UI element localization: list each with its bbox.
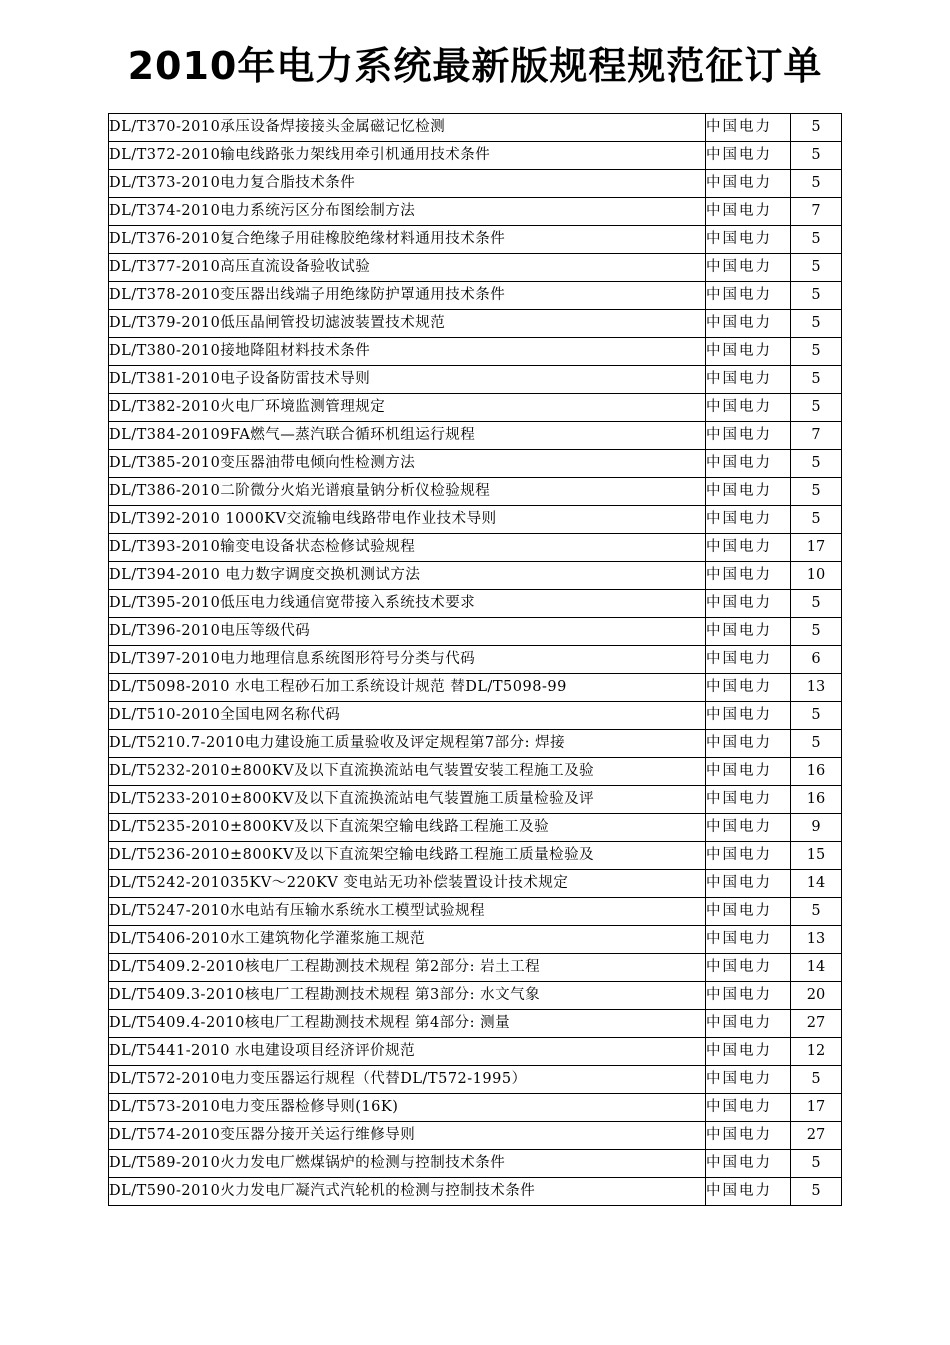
table-row bbox=[109, 730, 842, 758]
standard-name-cell: DL/T5232-2010±800KV及以下直流换流站电气装置安装工程施工及验 bbox=[109, 758, 706, 786]
standard-name-cell: DL/T574-2010变压器分接开关运行维修导则 bbox=[109, 1122, 706, 1150]
standard-name-cell: DL/T589-2010火力发电厂燃煤锅炉的检测与控制技术条件 bbox=[109, 1150, 706, 1178]
publisher-cell: 中国电力 bbox=[706, 758, 791, 786]
price-cell: 27 bbox=[791, 1010, 842, 1038]
price-cell: 5 bbox=[791, 366, 842, 394]
publisher-cell: 中国电力 bbox=[706, 114, 791, 142]
publisher-cell: 中国电力 bbox=[706, 842, 791, 870]
standard-name-cell: DL/T393-2010输变电设备状态检修试验规程 bbox=[109, 534, 706, 562]
table-row bbox=[109, 870, 842, 898]
table-row bbox=[109, 1178, 842, 1206]
table-row bbox=[109, 786, 842, 814]
table-row bbox=[109, 394, 842, 422]
publisher-cell: 中国电力 bbox=[706, 1038, 791, 1066]
publisher-cell: 中国电力 bbox=[706, 898, 791, 926]
standard-name-cell: DL/T5233-2010±800KV及以下直流换流站电气装置施工质量检验及评 bbox=[109, 786, 706, 814]
price-cell: 7 bbox=[791, 422, 842, 450]
standard-name-cell: DL/T5409.2-2010核电厂工程勘测技术规程 第2部分: 岩土工程 bbox=[109, 954, 706, 982]
publisher-cell: 中国电力 bbox=[706, 394, 791, 422]
standard-name-cell: DL/T5242-201035KV～220KV 变电站无功补偿装置设计技术规定 bbox=[109, 870, 706, 898]
table-row bbox=[109, 114, 842, 142]
price-cell: 5 bbox=[791, 226, 842, 254]
publisher-cell: 中国电力 bbox=[706, 1122, 791, 1150]
publisher-cell: 中国电力 bbox=[706, 1066, 791, 1094]
standard-name-cell: DL/T379-2010低压晶闸管投切滤波装置技术规范 bbox=[109, 310, 706, 338]
publisher-cell: 中国电力 bbox=[706, 590, 791, 618]
standard-name-cell: DL/T5409.4-2010核电厂工程勘测技术规程 第4部分: 测量 bbox=[109, 1010, 706, 1038]
standard-name-cell: DL/T370-2010承压设备焊接接头金属磁记忆检测 bbox=[109, 114, 706, 142]
table-row bbox=[109, 674, 842, 702]
price-cell: 13 bbox=[791, 926, 842, 954]
publisher-cell: 中国电力 bbox=[706, 1150, 791, 1178]
price-cell: 17 bbox=[791, 534, 842, 562]
standard-name-cell: DL/T394-2010 电力数字调度交换机测试方法 bbox=[109, 562, 706, 590]
publisher-cell: 中国电力 bbox=[706, 926, 791, 954]
publisher-cell: 中国电力 bbox=[706, 786, 791, 814]
price-cell: 12 bbox=[791, 1038, 842, 1066]
table-row bbox=[109, 338, 842, 366]
publisher-cell: 中国电力 bbox=[706, 450, 791, 478]
table-row bbox=[109, 1094, 842, 1122]
standard-name-cell: DL/T5406-2010水工建筑物化学灌浆施工规范 bbox=[109, 926, 706, 954]
table-row bbox=[109, 1066, 842, 1094]
publisher-cell: 中国电力 bbox=[706, 170, 791, 198]
standard-name-cell: DL/T5409.3-2010核电厂工程勘测技术规程 第3部分: 水文气象 bbox=[109, 982, 706, 1010]
standard-name-cell: DL/T382-2010火电厂环境监测管理规定 bbox=[109, 394, 706, 422]
publisher-cell: 中国电力 bbox=[706, 954, 791, 982]
table-row bbox=[109, 142, 842, 170]
standard-name-cell: DL/T385-2010变压器油带电倾向性检测方法 bbox=[109, 450, 706, 478]
price-cell: 5 bbox=[791, 618, 842, 646]
standard-name-cell: DL/T381-2010电子设备防雷技术导则 bbox=[109, 366, 706, 394]
price-cell: 5 bbox=[791, 282, 842, 310]
publisher-cell: 中国电力 bbox=[706, 1094, 791, 1122]
table-row bbox=[109, 842, 842, 870]
price-cell: 14 bbox=[791, 954, 842, 982]
publisher-cell: 中国电力 bbox=[706, 254, 791, 282]
price-cell: 5 bbox=[791, 898, 842, 926]
publisher-cell: 中国电力 bbox=[706, 1178, 791, 1206]
price-cell: 5 bbox=[791, 394, 842, 422]
table-row bbox=[109, 590, 842, 618]
table-row bbox=[109, 170, 842, 198]
price-cell: 27 bbox=[791, 1122, 842, 1150]
publisher-cell: 中国电力 bbox=[706, 282, 791, 310]
price-cell: 9 bbox=[791, 814, 842, 842]
page-title: 2010年电力系统最新版规程规范征订单 bbox=[127, 44, 823, 88]
table-row bbox=[109, 422, 842, 450]
price-cell: 10 bbox=[791, 562, 842, 590]
standard-name-cell: DL/T376-2010复合绝缘子用硅橡胶绝缘材料通用技术条件 bbox=[109, 226, 706, 254]
standard-name-cell: DL/T510-2010全国电网名称代码 bbox=[109, 702, 706, 730]
price-cell: 5 bbox=[791, 506, 842, 534]
publisher-cell: 中国电力 bbox=[706, 366, 791, 394]
table-row bbox=[109, 646, 842, 674]
standard-name-cell: DL/T573-2010电力变压器检修导则(16K) bbox=[109, 1094, 706, 1122]
standard-name-cell: DL/T5236-2010±800KV及以下直流架空输电线路工程施工质量检验及 bbox=[109, 842, 706, 870]
standard-name-cell: DL/T374-2010电力系统污区分布图绘制方法 bbox=[109, 198, 706, 226]
publisher-cell: 中国电力 bbox=[706, 226, 791, 254]
publisher-cell: 中国电力 bbox=[706, 870, 791, 898]
price-cell: 5 bbox=[791, 338, 842, 366]
publisher-cell: 中国电力 bbox=[706, 534, 791, 562]
price-cell: 5 bbox=[791, 310, 842, 338]
table-row bbox=[109, 926, 842, 954]
price-cell: 6 bbox=[791, 646, 842, 674]
price-cell: 16 bbox=[791, 786, 842, 814]
table-row bbox=[109, 758, 842, 786]
standard-name-cell: DL/T395-2010低压电力线通信宽带接入系统技术要求 bbox=[109, 590, 706, 618]
table-row bbox=[109, 450, 842, 478]
publisher-cell: 中国电力 bbox=[706, 562, 791, 590]
publisher-cell: 中国电力 bbox=[706, 730, 791, 758]
table-row bbox=[109, 366, 842, 394]
publisher-cell: 中国电力 bbox=[706, 1010, 791, 1038]
price-cell: 5 bbox=[791, 590, 842, 618]
standard-name-cell: DL/T397-2010电力地理信息系统图形符号分类与代码 bbox=[109, 646, 706, 674]
price-cell: 13 bbox=[791, 674, 842, 702]
standard-name-cell: DL/T5235-2010±800KV及以下直流架空输电线路工程施工及验 bbox=[109, 814, 706, 842]
standard-name-cell: DL/T396-2010电压等级代码 bbox=[109, 618, 706, 646]
table-row bbox=[109, 954, 842, 982]
price-cell: 5 bbox=[791, 478, 842, 506]
table-row bbox=[109, 478, 842, 506]
price-cell: 5 bbox=[791, 1178, 842, 1206]
standard-name-cell: DL/T380-2010接地降阻材料技术条件 bbox=[109, 338, 706, 366]
publisher-cell: 中国电力 bbox=[706, 506, 791, 534]
table-row bbox=[109, 226, 842, 254]
price-cell: 20 bbox=[791, 982, 842, 1010]
price-cell: 5 bbox=[791, 450, 842, 478]
table-row bbox=[109, 898, 842, 926]
publisher-cell: 中国电力 bbox=[706, 338, 791, 366]
price-cell: 5 bbox=[791, 1150, 842, 1178]
publisher-cell: 中国电力 bbox=[706, 422, 791, 450]
price-cell: 5 bbox=[791, 170, 842, 198]
standard-name-cell: DL/T5247-2010水电站有压输水系统水工模型试验规程 bbox=[109, 898, 706, 926]
publisher-cell: 中国电力 bbox=[706, 702, 791, 730]
standard-name-cell: DL/T5210.7-2010电力建设施工质量验收及评定规程第7部分: 焊接 bbox=[109, 730, 706, 758]
publisher-cell: 中国电力 bbox=[706, 814, 791, 842]
table-row bbox=[109, 982, 842, 1010]
standard-name-cell: DL/T384-20109FA燃气—蒸汽联合循环机组运行规程 bbox=[109, 422, 706, 450]
order-table-body bbox=[109, 114, 842, 1206]
standard-name-cell: DL/T378-2010变压器出线端子用绝缘防护罩通用技术条件 bbox=[109, 282, 706, 310]
table-row bbox=[109, 282, 842, 310]
price-cell: 5 bbox=[791, 730, 842, 758]
standard-name-cell: DL/T572-2010电力变压器运行规程（代替DL/T572-1995） bbox=[109, 1066, 706, 1094]
table-row bbox=[109, 198, 842, 226]
price-cell: 15 bbox=[791, 842, 842, 870]
standard-name-cell: DL/T5098-2010 水电工程砂石加工系统设计规范 替DL/T5098-99 bbox=[109, 674, 706, 702]
standard-name-cell: DL/T377-2010高压直流设备验收试验 bbox=[109, 254, 706, 282]
table-row bbox=[109, 254, 842, 282]
order-table bbox=[108, 113, 842, 1206]
publisher-cell: 中国电力 bbox=[706, 310, 791, 338]
table-row bbox=[109, 702, 842, 730]
price-cell: 5 bbox=[791, 702, 842, 730]
publisher-cell: 中国电力 bbox=[706, 674, 791, 702]
publisher-cell: 中国电力 bbox=[706, 478, 791, 506]
standard-name-cell: DL/T590-2010火力发电厂凝汽式汽轮机的检测与控制技术条件 bbox=[109, 1178, 706, 1206]
table-row bbox=[109, 1010, 842, 1038]
publisher-cell: 中国电力 bbox=[706, 618, 791, 646]
table-row bbox=[109, 618, 842, 646]
price-cell: 5 bbox=[791, 1066, 842, 1094]
price-cell: 5 bbox=[791, 254, 842, 282]
publisher-cell: 中国电力 bbox=[706, 982, 791, 1010]
price-cell: 17 bbox=[791, 1094, 842, 1122]
price-cell: 5 bbox=[791, 114, 842, 142]
table-row bbox=[109, 562, 842, 590]
standard-name-cell: DL/T5441-2010 水电建设项目经济评价规范 bbox=[109, 1038, 706, 1066]
price-cell: 5 bbox=[791, 142, 842, 170]
table-row bbox=[109, 534, 842, 562]
publisher-cell: 中国电力 bbox=[706, 198, 791, 226]
publisher-cell: 中国电力 bbox=[706, 142, 791, 170]
price-cell: 7 bbox=[791, 198, 842, 226]
standard-name-cell: DL/T392-2010 1000KV交流输电线路带电作业技术导则 bbox=[109, 506, 706, 534]
standard-name-cell: DL/T386-2010二阶微分火焰光谱痕量钠分析仪检验规程 bbox=[109, 478, 706, 506]
table-row bbox=[109, 1122, 842, 1150]
table-row bbox=[109, 1150, 842, 1178]
table-row bbox=[109, 310, 842, 338]
publisher-cell: 中国电力 bbox=[706, 646, 791, 674]
table-row bbox=[109, 506, 842, 534]
table-row bbox=[109, 814, 842, 842]
price-cell: 16 bbox=[791, 758, 842, 786]
standard-name-cell: DL/T372-2010输电线路张力架线用牵引机通用技术条件 bbox=[109, 142, 706, 170]
standard-name-cell: DL/T373-2010电力复合脂技术条件 bbox=[109, 170, 706, 198]
price-cell: 14 bbox=[791, 870, 842, 898]
table-row bbox=[109, 1038, 842, 1066]
